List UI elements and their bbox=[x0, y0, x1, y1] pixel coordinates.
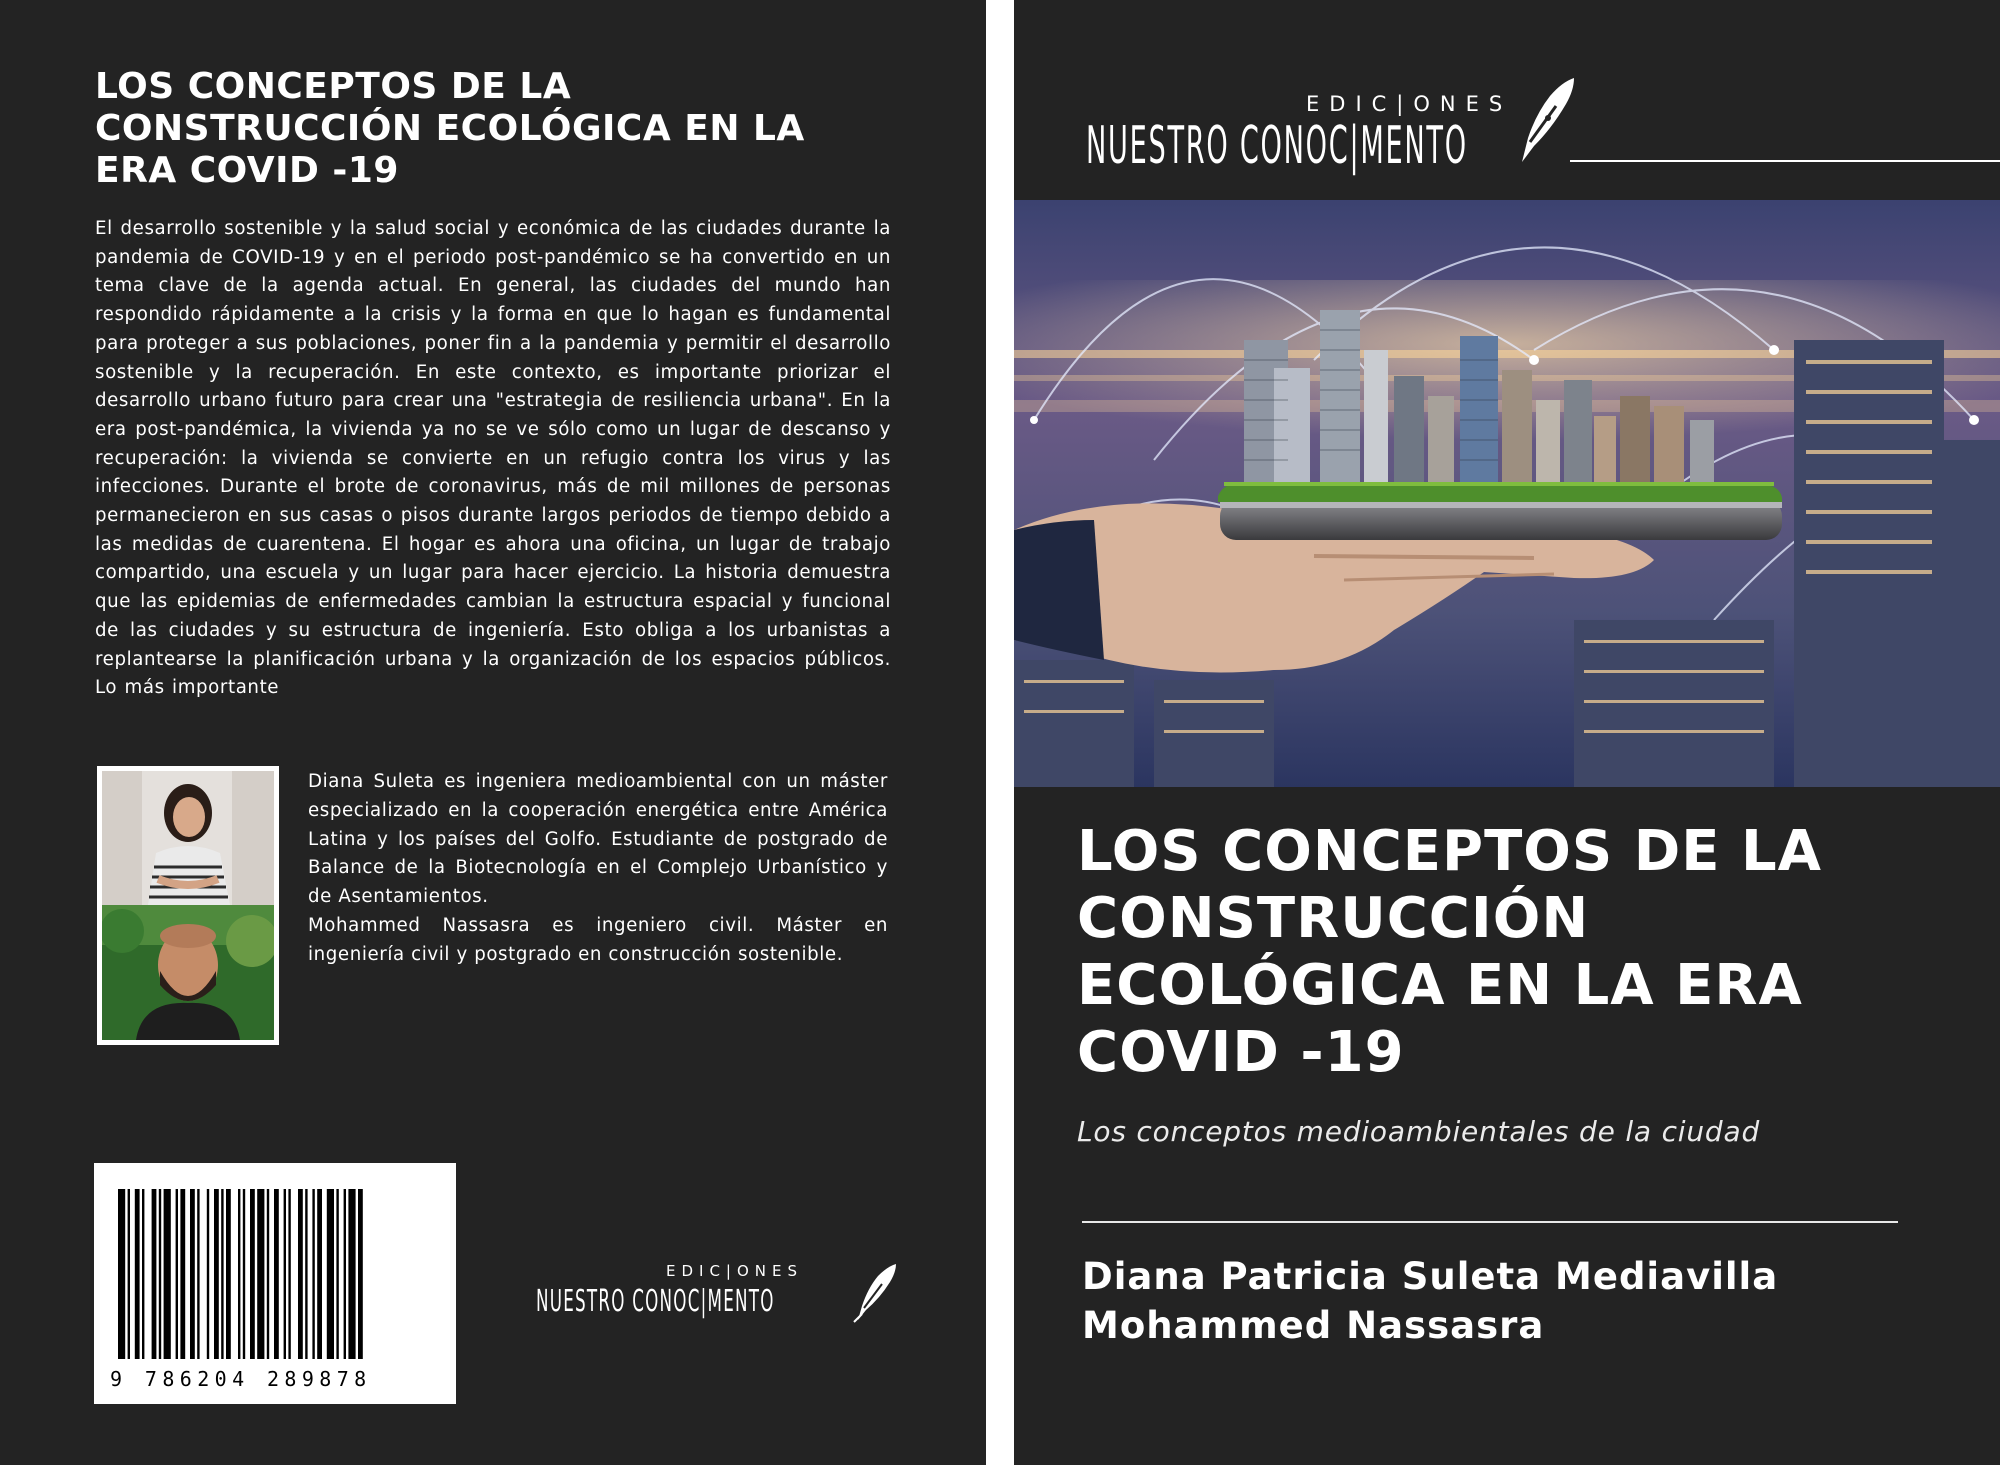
authors-photo bbox=[97, 766, 279, 1045]
cover-illustration bbox=[1014, 200, 2000, 787]
author-bio-mohammed: Mohammed Nassasra es ingeniero civil. Máster en ingeniería civil y postgrado en construcción sostenible. bbox=[308, 914, 888, 965]
fountain-pen-icon bbox=[1514, 76, 1578, 166]
title-divider bbox=[1082, 1221, 1898, 1223]
logo-rule bbox=[1570, 160, 2000, 162]
front-cover-title: LOS CONCEPTOS DE LA CONSTRUCCIÓN ECOLÓGICA EN LA ERA COVID -19 bbox=[1077, 819, 1822, 1085]
author-name-1: Diana Patricia Suleta Mediavilla bbox=[1082, 1255, 1779, 1298]
publisher-logo-line2: NUESTRO CONOC|MENTO bbox=[1086, 116, 1468, 176]
author-names bbox=[1082, 1252, 1962, 1350]
isbn-barcode bbox=[94, 1163, 456, 1404]
author-name-2: Mohammed Nassasra bbox=[1082, 1304, 1545, 1347]
front-cover-subtitle: Los conceptos medioambientales de la ciudad bbox=[1077, 1115, 1761, 1148]
back-cover-title: LOS CONCEPTOS DE LA CONSTRUCCIÓN ECOLÓGICA EN LA ERA COVID -19 bbox=[95, 66, 805, 191]
back-cover bbox=[0, 0, 986, 1465]
author-bio bbox=[308, 768, 888, 970]
publisher-logo-front bbox=[1074, 76, 1994, 176]
author-bio-diana: Diana Suleta es ingeniera medioambiental con un máster especializado en la cooperación energética entre América Latina y los países del Golfo. Estudiante de postgrado de Balance de la Biotecnología en el Complejo Urbanístico y de Asentamientos. bbox=[308, 771, 888, 908]
isbn-number: 9 786204 289878 bbox=[110, 1367, 372, 1391]
publisher-logo-line2: NUESTRO CONOC|MENTO bbox=[536, 1284, 775, 1319]
publisher-logo-line1: EDIC|ONES bbox=[1306, 92, 1513, 116]
publisher-logo-back bbox=[536, 1262, 906, 1322]
fountain-pen-icon bbox=[852, 1262, 900, 1324]
front-cover bbox=[1014, 0, 2000, 1465]
publisher-logo-line1: EDIC|ONES bbox=[666, 1262, 804, 1280]
synopsis-text: El desarrollo sostenible y la salud social y económica de las ciudades durante la pandemia de COVID-19 y en el periodo post-pandémico se ha convertido en un tema clave de la agenda actual. En general, las ciudades del mundo han respondido rápidamente a la crisis y la forma en que lo hagan es fundamental para proteger a sus poblaciones, poner fin a la pandemia y permitir el desarrollo sostenible y la recuperación. En este contexto, es importante priorizar el desarrollo urbano futuro para crear una "estrategia de resiliencia urbana". En la era post-pandémica, la vivienda ya no se ve sólo como un lugar de descanso y recuperación: la vivienda se convierte en un refugio contra los virus y las infecciones. Durante el brote de coronavirus, más de mil millones de personas permanecieron en sus casas o pisos durante largos periodos de tiempo debido a las medidas de cuarentena. El hogar es ahora una oficina, un lugar de trabajo compartido, una escuela y un lugar para hacer ejercicio. La historia demuestra que las epidemias de enfermedades cambian la estructura espacial y funcional de las ciudades y su estructura de ingeniería. Esto obliga a los urbanistas a replantearse la planificación urbana y la organización de los espacios públicos. Lo más importante bbox=[95, 218, 891, 699]
